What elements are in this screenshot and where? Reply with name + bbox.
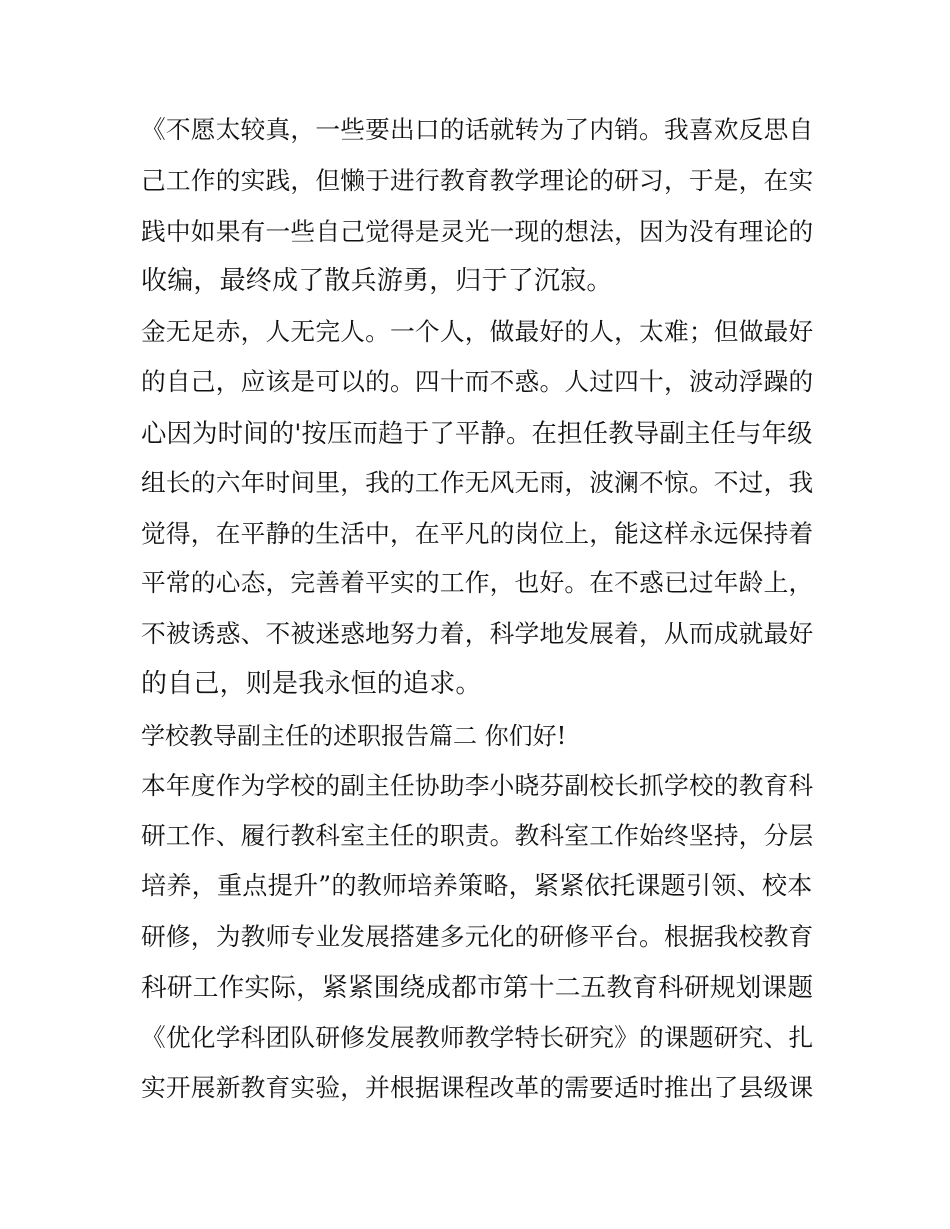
paragraph-line: 平常的心态，完善着平实的工作，也好。在不惑已过年龄上， <box>141 568 814 597</box>
paragraph-line: 《不愿太较真，一些要出口的话就转为了内销。我喜欢反思自 <box>141 115 814 144</box>
paragraph-line: 的自己，则是我永恒的追求。 <box>141 669 482 699</box>
paragraph-line: 《优化学科团队研修发展教师教学特长研究》的课题研究、扎 <box>141 1023 814 1052</box>
paragraph-line: 实开展新教育实验，并根据课程改革的需要适时推出了县级课 <box>141 1073 814 1102</box>
paragraph-line: 本年度作为学校的副主任协助李小晓芬副校长抓学校的教育科 <box>141 771 814 800</box>
paragraph-line: 收编，最终成了散兵游勇，归于了沉寂。 <box>141 266 613 296</box>
paragraph-line: 的自己，应该是可以的。四十而不惑。人过四十，波动浮躁的 <box>141 367 814 396</box>
paragraph-line: 己工作的实践，但懒于进行教育教学理论的研习，于是，在实 <box>141 166 814 195</box>
section-heading: 学校教导副主任的述职报告篇二 你们好! <box>141 722 567 750</box>
paragraph-line: 科研工作实际，紧紧围绕成都市第十二五教育科研规划课题 <box>141 973 814 1003</box>
paragraph-line: 研修，为教师专业发展搭建多元化的研修平台。根据我校教育 <box>141 922 814 951</box>
paragraph-line: 研工作、履行教科室主任的职责。教科室工作始终坚持，分层 <box>141 821 814 850</box>
paragraph-line: 觉得，在平静的生活中，在平凡的岗位上，能这样永远保持着 <box>141 519 814 548</box>
paragraph-line: 组长的六年时间里，我的工作无风无雨，波澜不惊。不过，我 <box>141 468 814 497</box>
paragraph-line: 培养，重点提升”的教师培养策略，紧紧依托课题引领、校本 <box>141 871 813 900</box>
paragraph-line: 心因为时间的'按压而趋于了平静。在担任教导副主任与年级 <box>141 418 813 448</box>
paragraph-line: 金无足赤，人无完人。一个人，做最好的人，太难；但做最好 <box>141 317 814 346</box>
paragraph-line: 不被诱惑、不被迷惑地努力着，科学地发展着，从而成就最好 <box>141 619 814 648</box>
paragraph-line: 践中如果有一些自己觉得是灵光一现的想法，因为没有理论的 <box>141 217 814 246</box>
